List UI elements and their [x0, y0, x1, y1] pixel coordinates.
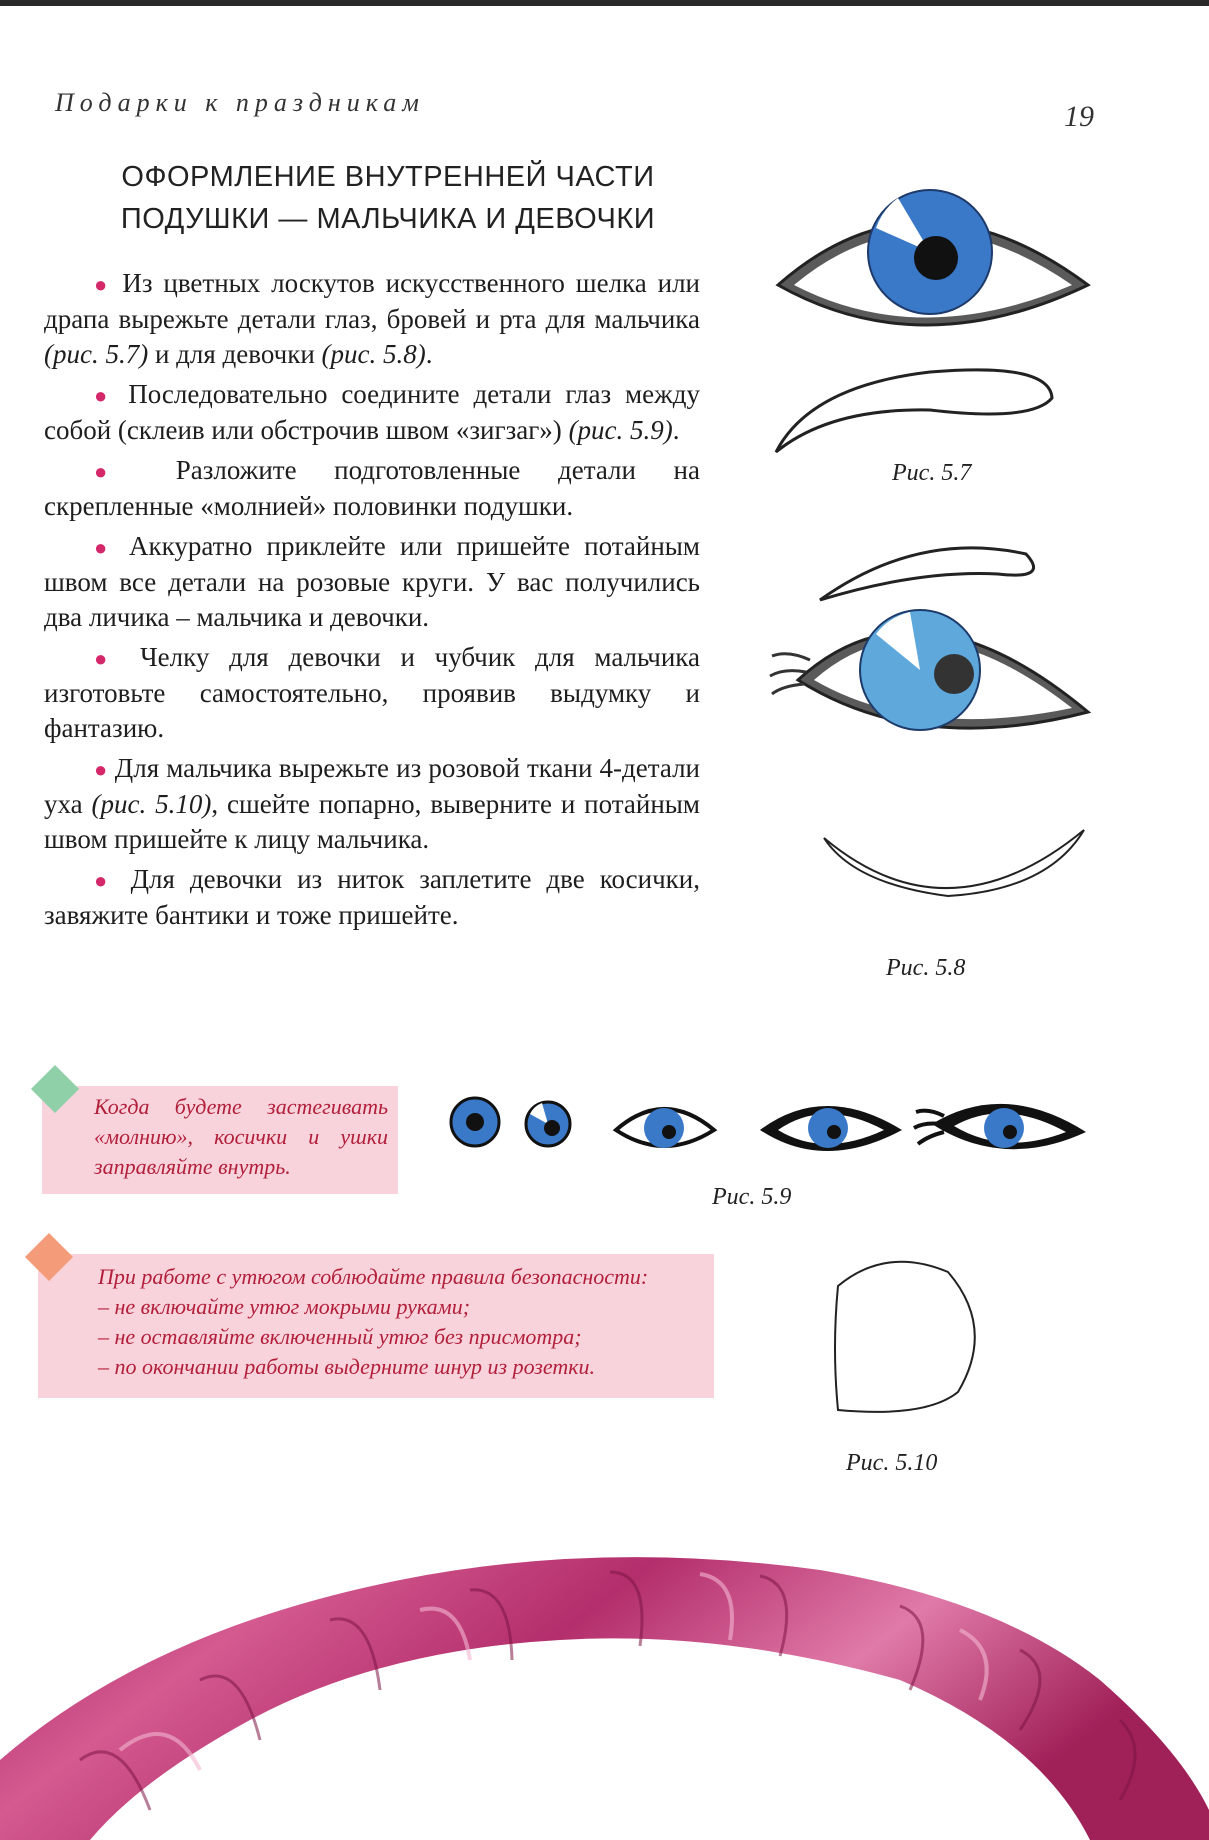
bullet-icon: ●	[94, 459, 139, 484]
bullet-icon: ●	[94, 646, 121, 671]
note-iron-line-2: – не включайте утюг мокрыми руками;	[98, 1294, 471, 1319]
caption-fig-5-7: Рис. 5.7	[892, 460, 972, 486]
bullet-icon: ●	[94, 383, 115, 408]
bullet-icon: ●	[94, 868, 116, 893]
bullet-icon: ●	[94, 272, 112, 297]
figure-5-9-eye-steps	[444, 1090, 1094, 1170]
figure-5-10-ear-pattern	[826, 1258, 982, 1418]
caption-fig-5-10: Рис. 5.10	[846, 1450, 938, 1476]
paragraph-4: ● Аккуратно приклейте или пришейте потайным швом все детали на розовые круги. У вас получились два личика – мальчика и девочки.	[44, 531, 701, 632]
caption-fig-5-9: Рис. 5.9	[712, 1184, 792, 1210]
figure-5-7-boy-eye	[770, 190, 1100, 460]
bullet-icon: ●	[94, 757, 108, 782]
paragraph-1: ● Из цветных лоскутов искусственного шелка или драпа вырежьте детали глаз, бровей и рта для мальчика (рис. 5.7) и для девочки (рис. 5.8).	[44, 268, 701, 369]
note-iron-line-1: При работе с утюгом соблюдайте правила безопасности:	[98, 1264, 649, 1289]
bullet-icon: ●	[94, 535, 115, 560]
caption-fig-5-8: Рис. 5.8	[886, 955, 966, 981]
paragraph-2: ● Последовательно соедините детали глаз между собой (склеив или обстрочив швом «зигзаг») (рис. 5.9).	[44, 379, 700, 445]
paragraph-6: ● Для мальчика вырежьте из розовой ткани 4-детали уха (рис. 5.10), сшейте попарно, выверните и потайным швом пришейте к лицу мальчика.	[44, 753, 701, 854]
section-title-line-1: ОФОРМЛЕНИЕ ВНУТРЕННЕЙ ЧАСТИ	[121, 161, 655, 193]
section-title-line-2: ПОДУШКИ — МАЛЬЧИКА И ДЕВОЧКИ	[120, 203, 656, 235]
page-number: 19	[1064, 100, 1094, 133]
instructions-text	[44, 266, 700, 938]
note-iron-safety	[38, 1254, 714, 1398]
section-title	[48, 156, 728, 240]
paragraph-7: ● Для девочки из ниток заплетите две косички, завяжите бантики и тоже пришейте.	[44, 864, 700, 930]
note-iron-line-3: – не оставляйте включенный утюг без присмотра;	[98, 1324, 582, 1349]
paragraph-3: ● Разложите подготовленные детали на скрепленные «молнией» половинки подушки.	[44, 455, 700, 521]
pink-satin-pillow-photo	[0, 1510, 1209, 1840]
paragraph-5: ● Челку для девочки и чубчик для мальчика изготовьте самостоятельно, проявив выдумку и фантазию.	[44, 642, 700, 743]
figure-5-8-girl-eye	[768, 540, 1098, 920]
note-iron-line-4: – по окончании работы выдерните шнур из розетки.	[98, 1354, 596, 1379]
running-header: Подарки к праздникам	[55, 88, 425, 117]
top-edge-bar	[0, 0, 1209, 6]
note-zipper: Когда будете застегивать «молнию», косички и ушки заправляйте внутрь.	[42, 1086, 398, 1194]
